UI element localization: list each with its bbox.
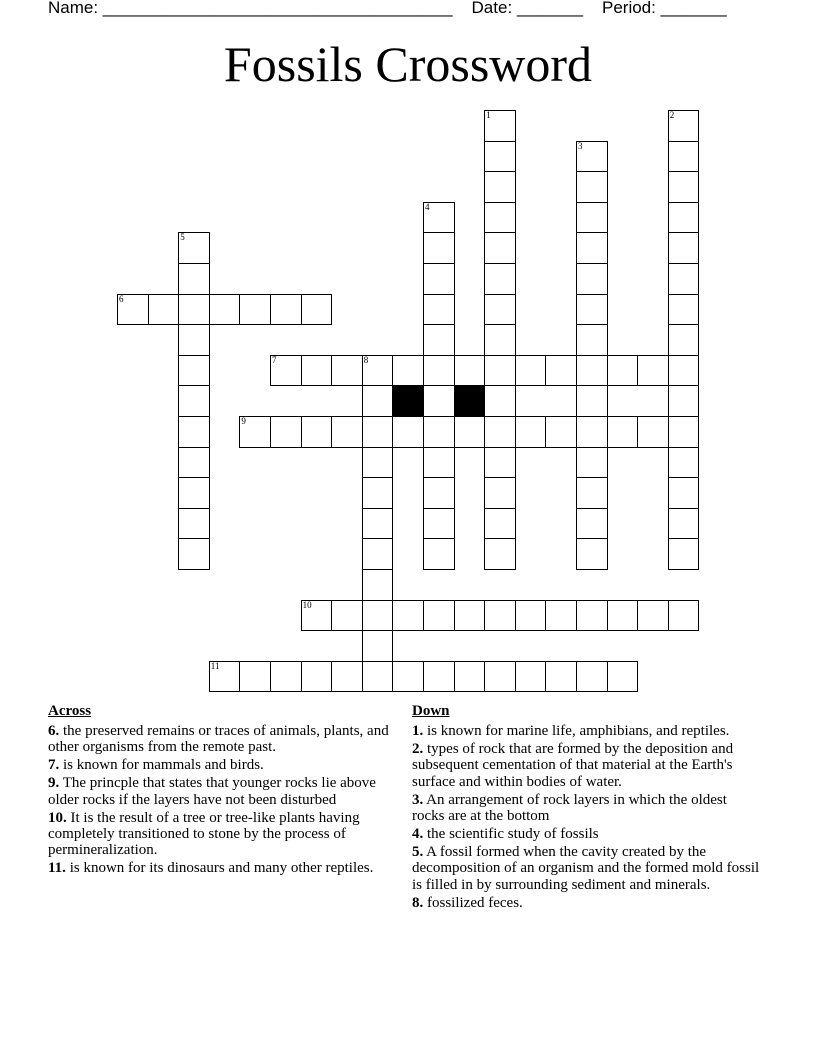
grid-cell[interactable]	[484, 232, 516, 264]
down-clue	[412, 895, 762, 911]
grid-cell[interactable]	[484, 263, 516, 295]
grid-cell[interactable]	[515, 416, 547, 448]
clue-number: 5.	[412, 843, 424, 860]
grid-cell[interactable]	[423, 600, 455, 632]
grid-cell[interactable]	[423, 355, 455, 387]
grid-cell[interactable]	[178, 294, 210, 326]
grid-cell[interactable]	[423, 447, 455, 479]
grid-cell[interactable]	[515, 355, 547, 387]
clue-number: 2.	[412, 740, 424, 757]
clue-text: the preserved remains or traces of animals, plants, and other organisms from the remote past.	[48, 723, 389, 756]
grid-cell[interactable]	[178, 263, 210, 295]
page-title: Fossils Crossword	[223, 36, 593, 92]
grid-cell[interactable]	[331, 600, 363, 632]
grid-cell[interactable]	[576, 447, 608, 479]
grid-cell[interactable]	[576, 477, 608, 509]
down-clue	[412, 723, 762, 739]
grid-cell[interactable]	[607, 416, 639, 448]
down-clue	[412, 741, 762, 790]
grid-cell[interactable]	[423, 324, 455, 356]
grid-cell[interactable]	[362, 355, 394, 387]
clue-text: is known for marine life, amphibians, and reptiles.	[423, 723, 730, 739]
grid-cell[interactable]	[239, 416, 271, 448]
grid-cell[interactable]	[270, 294, 302, 326]
period-blank[interactable]: _______	[660, 0, 727, 17]
clue-text: It is the result of a tree or tree-like plants having completely transitioned to stone by the process of permineralization.	[48, 809, 360, 859]
grid-cell[interactable]	[607, 600, 639, 632]
grid-cell[interactable]	[668, 385, 700, 417]
grid-cell[interactable]	[668, 324, 700, 356]
clue-number: 3	[578, 140, 583, 151]
clue-number: 9	[241, 416, 246, 426]
grid-cell[interactable]	[668, 508, 700, 540]
grid-cell[interactable]	[423, 294, 455, 326]
clue-number: 11	[210, 660, 220, 671]
grid-cell[interactable]	[484, 661, 516, 693]
grid-cell[interactable]	[423, 416, 455, 448]
down-clues	[412, 702, 762, 912]
grid-cell[interactable]	[454, 600, 486, 632]
grid-cell[interactable]	[178, 477, 210, 509]
grid-cell[interactable]	[668, 232, 700, 264]
across-clue	[48, 810, 393, 859]
grid-cell[interactable]	[576, 661, 608, 693]
grid-cell[interactable]	[576, 600, 608, 632]
grid-cell[interactable]	[454, 416, 486, 448]
grid-cell[interactable]	[209, 661, 241, 693]
date-blank[interactable]: _______	[516, 0, 584, 17]
grid-cell[interactable]	[178, 324, 210, 356]
clue-number: 2	[669, 110, 675, 120]
grid-cell[interactable]	[484, 538, 516, 570]
grid-cell[interactable]	[576, 508, 608, 540]
grid-cell[interactable]	[576, 171, 608, 203]
grid-cell[interactable]	[668, 477, 700, 509]
grid-cell[interactable]	[301, 294, 333, 326]
grid-cell[interactable]	[576, 263, 608, 295]
grid-cell[interactable]	[545, 600, 577, 632]
grid-cell[interactable]	[331, 661, 363, 693]
clue-number: 8	[363, 354, 369, 365]
grid-cell[interactable]	[545, 661, 577, 693]
grid-cell[interactable]	[454, 355, 486, 387]
black-cell	[454, 385, 486, 417]
grid-cell[interactable]	[484, 447, 516, 479]
grid-cell[interactable]	[668, 202, 700, 234]
down-clue	[412, 826, 762, 842]
grid-cell[interactable]	[484, 110, 516, 142]
grid-cell[interactable]	[331, 355, 363, 387]
grid-cell[interactable]	[392, 661, 424, 693]
grid-cell[interactable]	[362, 447, 394, 479]
grid-cell[interactable]	[392, 416, 424, 448]
grid-cell[interactable]	[454, 661, 486, 693]
grid-cell[interactable]	[668, 447, 700, 479]
across-heading: Across	[48, 703, 92, 719]
grid-cell[interactable]	[668, 416, 700, 448]
clue-number: 4.	[412, 825, 424, 842]
grid-cell[interactable]	[484, 202, 516, 234]
across-clue	[48, 860, 393, 876]
grid-cell[interactable]	[301, 355, 333, 387]
grid-cell[interactable]	[301, 416, 333, 448]
grid-cell[interactable]	[362, 538, 394, 570]
grid-cell[interactable]	[668, 294, 700, 326]
grid-cell[interactable]	[362, 477, 394, 509]
grid-cell[interactable]	[148, 294, 180, 326]
clue-number: 10.	[48, 809, 67, 826]
grid-cell[interactable]	[423, 661, 455, 693]
grid-cell[interactable]	[668, 171, 700, 203]
grid-cell[interactable]	[637, 355, 669, 387]
grid-cell[interactable]	[515, 600, 547, 632]
grid-cell[interactable]	[178, 232, 210, 264]
clue-text: The princple that states that younger rocks lie above older rocks if the layers have not been disturbed	[48, 775, 376, 808]
clue-text: fossilized feces.	[423, 894, 523, 911]
clue-text: types of rock that are formed by the deposition and subsequent cementation of that material at the Earth's surface and within bodies of water.	[412, 740, 734, 790]
clue-text: the scientific study of fossils	[423, 825, 599, 842]
grid-cell[interactable]	[668, 600, 700, 632]
clue-text: An arrangement of rock layers in which the oldest rocks are at the bottom	[412, 791, 727, 825]
grid-cell[interactable]	[484, 385, 516, 417]
grid-cell[interactable]	[576, 416, 608, 448]
grid-cell[interactable]	[178, 385, 210, 417]
period-label: Period:	[601, 0, 661, 17]
grid-cell[interactable]	[545, 355, 577, 387]
grid-cell[interactable]	[668, 263, 700, 295]
down-clue	[412, 792, 762, 825]
grid-cell[interactable]	[178, 508, 210, 540]
grid-cell[interactable]	[668, 110, 700, 142]
grid-cell[interactable]	[576, 294, 608, 326]
grid-cell[interactable]	[576, 232, 608, 264]
grid-cell[interactable]	[392, 600, 424, 632]
name-blank[interactable]: _____________________________________	[102, 0, 453, 17]
grid-cell[interactable]	[423, 508, 455, 540]
grid-cell[interactable]	[362, 600, 394, 632]
clue-number: 1	[486, 110, 491, 120]
grid-cell[interactable]	[668, 141, 700, 173]
grid-cell[interactable]	[515, 661, 547, 693]
clue-text: is known for its dinosaurs and many other reptiles.	[65, 860, 374, 877]
clue-number: 9.	[48, 775, 60, 792]
across-clues	[48, 702, 393, 878]
grid-cell[interactable]	[270, 416, 302, 448]
down-clue	[412, 844, 762, 893]
grid-cell[interactable]	[576, 202, 608, 234]
grid-cell[interactable]	[423, 385, 455, 417]
clue-text: A fossil formed when the cavity created by the decomposition of an organism and the formed mold fossil is filled in by surrounding sediment and minerals.	[412, 843, 760, 893]
grid-cell[interactable]	[423, 263, 455, 295]
clue-number: 6.	[48, 723, 60, 739]
grid-cell[interactable]	[362, 661, 394, 693]
grid-cell[interactable]	[362, 569, 394, 601]
grid-cell[interactable]	[484, 508, 516, 540]
clue-number: 8.	[412, 894, 424, 911]
across-clue	[48, 723, 393, 756]
down-heading: Down	[412, 703, 450, 719]
grid-cell[interactable]	[423, 202, 455, 234]
clue-number: 7.	[48, 757, 60, 774]
grid-cell[interactable]	[668, 538, 700, 570]
grid-cell[interactable]	[484, 600, 516, 632]
clue-number: 7	[272, 354, 277, 365]
across-clue	[48, 775, 393, 808]
grid-cell[interactable]	[576, 355, 608, 387]
grid-cell[interactable]	[117, 294, 149, 326]
grid-cell[interactable]	[239, 661, 271, 693]
clue-number: 10	[302, 599, 312, 610]
grid-cell[interactable]	[607, 661, 639, 693]
grid-cell[interactable]	[576, 538, 608, 570]
grid-cell[interactable]	[209, 294, 241, 326]
grid-cell[interactable]	[178, 538, 210, 570]
grid-cell[interactable]	[423, 538, 455, 570]
grid-cell[interactable]	[423, 232, 455, 264]
clue-text: is known for mammals and birds.	[59, 757, 264, 774]
grid-cell[interactable]	[484, 355, 516, 387]
clue-number: 1.	[412, 723, 424, 739]
grid-cell[interactable]	[576, 385, 608, 417]
grid-cell[interactable]	[362, 630, 394, 662]
grid-cell[interactable]	[545, 416, 577, 448]
clue-number: 3.	[412, 791, 424, 808]
clue-number: 4	[425, 201, 430, 212]
grid-cell[interactable]	[270, 661, 302, 693]
grid-cell[interactable]	[331, 416, 363, 448]
across-clue	[48, 757, 393, 773]
grid-cell[interactable]	[484, 477, 516, 509]
grid-cell[interactable]	[484, 141, 516, 173]
grid-cell[interactable]	[239, 294, 271, 326]
across-clue-list	[48, 723, 393, 877]
grid-cell[interactable]	[637, 416, 669, 448]
clue-number: 11.	[48, 860, 66, 877]
down-clue-list	[412, 723, 762, 911]
grid-cell[interactable]	[576, 324, 608, 356]
grid-cell[interactable]	[423, 477, 455, 509]
grid-cell[interactable]	[484, 416, 516, 448]
clue-number: 5	[180, 232, 185, 243]
grid-cell[interactable]	[576, 141, 608, 173]
grid-cell[interactable]	[484, 294, 516, 326]
grid-cell[interactable]	[484, 324, 516, 356]
grid-cell[interactable]	[178, 416, 210, 448]
grid-cell[interactable]	[484, 171, 516, 203]
grid-cell[interactable]	[392, 355, 424, 387]
grid-cell[interactable]	[362, 385, 394, 417]
clue-number: 6	[119, 293, 124, 304]
grid-cell[interactable]	[362, 508, 394, 540]
black-cell	[392, 385, 424, 417]
grid-cell[interactable]	[301, 661, 333, 693]
grid-cell[interactable]	[637, 600, 669, 632]
grid-cell[interactable]	[607, 355, 639, 387]
name-label: Name:	[48, 0, 103, 17]
date-label: Date:	[471, 0, 517, 17]
grid-cell[interactable]	[178, 355, 210, 387]
grid-cell[interactable]	[668, 355, 700, 387]
grid-cell[interactable]	[301, 600, 333, 632]
grid-cell[interactable]	[362, 416, 394, 448]
grid-cell[interactable]	[270, 355, 302, 387]
grid-cell[interactable]	[178, 447, 210, 479]
